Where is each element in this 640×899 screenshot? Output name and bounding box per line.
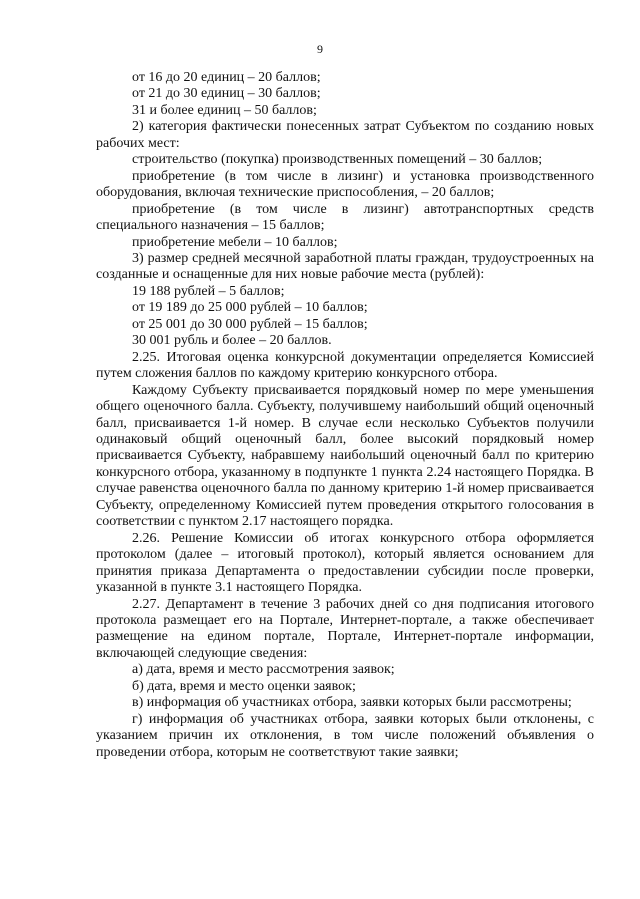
paragraph-item-v: в) информация об участниках отбора, заявки которых были рассмотрены; [132,695,572,711]
paragraph-criterion-2-vehicles: приобретение (в том числе в лизинг) автотранспортных средств специального назначения – 15 баллов; [96,201,594,234]
document-body [96,70,594,761]
paragraph-2-26: 2.26. Решение Комиссии об итогах конкурсного отбора оформляется протоколом (далее – итоговый протокол), который является основанием для принятия приказа Департамента о предоставлении субсидии после проверки, указанной в пункте 3.1 настоящего Порядка. [96,530,594,596]
page-number: 9 [317,42,323,56]
paragraph-criterion-1-range-16-20: от 16 до 20 единиц – 20 баллов; [132,70,321,85]
paragraph-criterion-2-furniture: приобретение мебели – 10 баллов; [132,234,338,250]
paragraph-criterion-3-salary-19188: 19 188 рублей – 5 баллов; [132,283,285,299]
paragraph-criterion-3-heading: 3) размер средней месячной заработной платы граждан, трудоустроенных на созданные и оснащенные для них новые рабочие места (рублей): [96,250,594,283]
paragraph-criterion-1-range-21-30: от 21 до 30 единиц – 30 баллов; [132,86,321,102]
paragraph-item-a: а) дата, время и место рассмотрения заявок; [132,662,395,678]
paragraph-2-27: 2.27. Департамент в течение 3 рабочих дней со дня подписания итогового протокола размещает его на Портале, Интернет-портале, а также обеспечивает размещение на едином портале, Портале, Интернет-портале информации, включающей следующие сведения: [96,596,594,661]
paragraph-criterion-1-range-31-plus: 31 и более единиц – 50 баллов; [132,102,317,118]
paragraph-ranking: Каждому Субъекту присваивается порядковый номер по мере уменьшения общего оценочного балла. Субъекту, получившему наибольший общий оценочный балл, присваивается 1-й номер. В случае если несколько Субъектов получили одинаковый общий оценочный балл, более высокий порядковый номер присваивается Субъекту, набравшему наибольший оценочный балл по критерию конкурсного отбора, указанному в подпункте 1 пункта 2.24 настоящего Порядка. В случае равенства оценочного балла по данному критерию 1-й номер присваивается Субъекту, определенному Комиссией путем проведения открытого голосования в соответствии с пунктом 2.17 настоящего порядка. [96,382,594,530]
paragraph-criterion-2-heading: 2) категория фактически понесенных затрат Субъектом по созданию новых рабочих мест: [96,119,594,151]
paragraph-criterion-2-equipment: приобретение (в том числе в лизинг) и установка производственного оборудования, включая технические приспособления, – 20 баллов; [96,168,594,201]
paragraph-criterion-3-salary-25001-30000: от 25 001 до 30 000 рублей – 15 баллов; [132,316,368,332]
paragraph-criterion-2-construction: строительство (покупка) производственных помещений – 30 баллов; [132,152,543,168]
paragraph-item-g: г) информация об участниках отбора, заявки которых были отклонены, с указанием причин их отклонения, в том числе положений объявления о проведении отбора, которым не соответствуют такие заявки; [96,711,594,760]
paragraph-2-25: 2.25. Итоговая оценка конкурсной документации определяется Комиссией путем сложения баллов по каждому критерию конкурсного отбора. [96,349,594,382]
paragraph-criterion-3-salary-30001-plus: 30 001 рубль и более – 20 баллов. [132,333,332,349]
paragraph-item-b: б) дата, время и место оценки заявок; [132,678,356,694]
paragraph-criterion-3-salary-19189-25000: от 19 189 до 25 000 рублей – 10 баллов; [132,300,368,316]
